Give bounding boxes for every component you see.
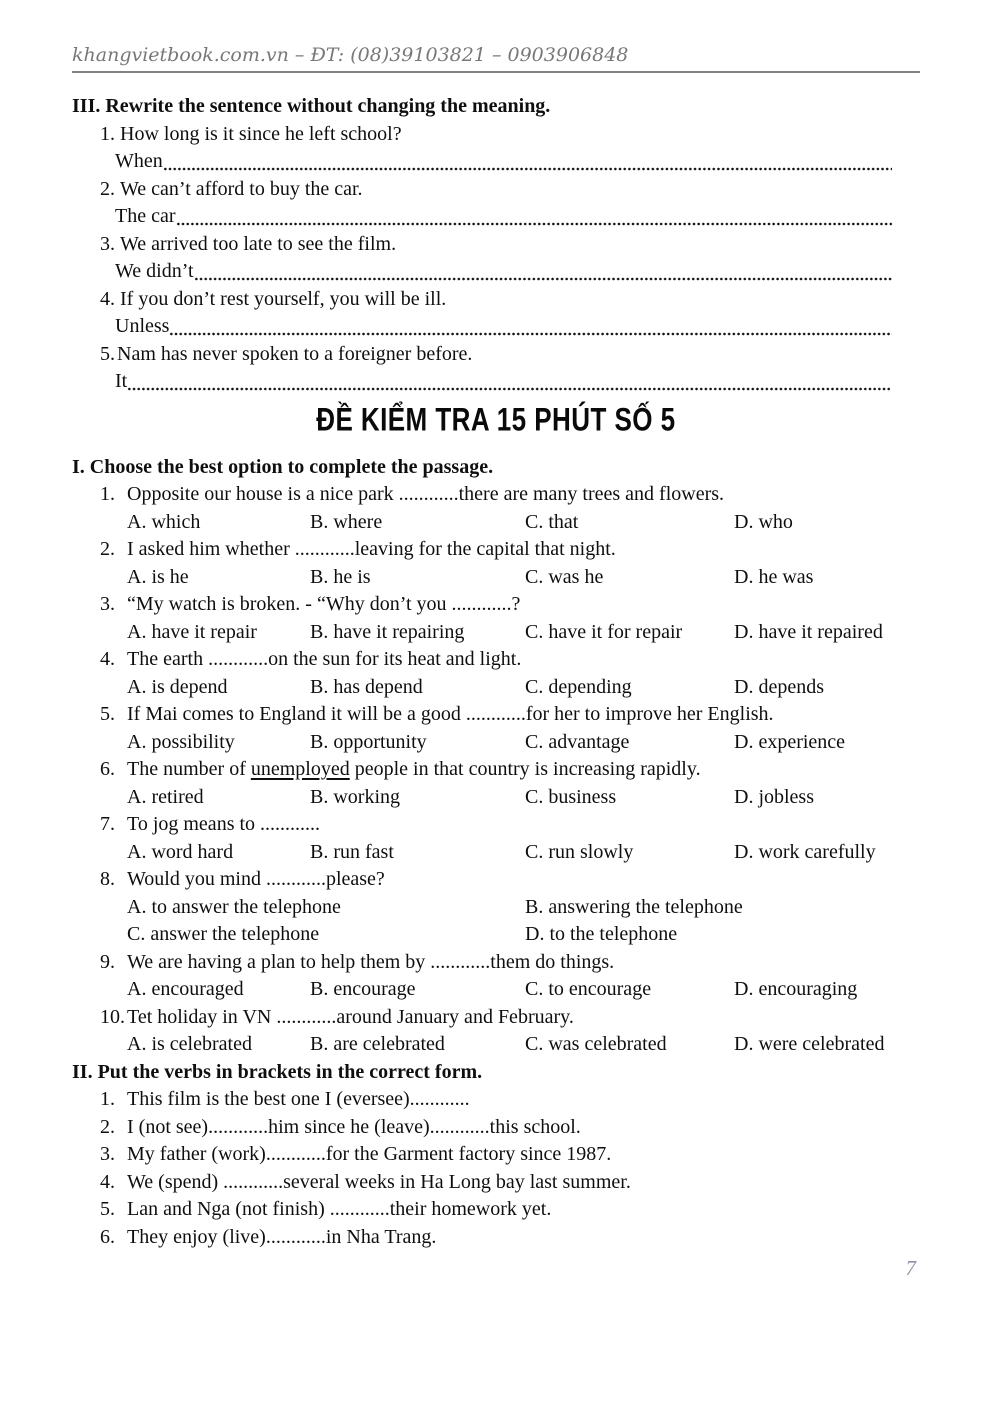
question-number: 5.	[100, 703, 115, 725]
question-number: 8.	[100, 868, 115, 890]
question-text: We are having a plan to help them by ............them do things.	[127, 950, 615, 973]
question	[72, 1004, 920, 1059]
exam-title	[72, 402, 920, 442]
verb-item	[72, 1169, 920, 1197]
question	[72, 591, 920, 646]
dotted-answer-line	[176, 203, 892, 231]
item-text: I (not see)............him since he (leave)............this school.	[127, 1115, 581, 1138]
option-b: B. encourage	[310, 978, 416, 1000]
option-b: B. answering the telephone	[525, 895, 743, 918]
option-d: D. have it repaired	[734, 620, 883, 643]
option-d: D. depends	[734, 675, 824, 698]
site-header-text: khangvietbook.com.vn – ĐT: (08)39103821 – 0903906848	[72, 44, 629, 66]
question-text: The earth ............on the sun for its heat and light.	[127, 648, 522, 670]
question	[72, 646, 920, 701]
option-b: B. opportunity	[310, 730, 427, 753]
item-number: 5.	[100, 342, 115, 365]
option-c: C. that	[525, 510, 579, 533]
answer-starter: Unless	[115, 315, 170, 337]
question-number: 1.	[100, 483, 115, 505]
item-text: This film is the best one I (eversee)............	[127, 1088, 470, 1110]
item-text: My father (work)............for the Garment factory since 1987.	[127, 1143, 612, 1165]
item-number: 2.	[100, 177, 115, 200]
option-c: C. advantage	[525, 730, 630, 753]
answer-starter: We didn’t	[115, 260, 194, 282]
question-text: Opposite our house is a nice park ............there are many trees and flowers.	[127, 483, 725, 505]
question-number: 2.	[100, 538, 115, 560]
option-d: D. jobless	[734, 785, 814, 808]
item-text: Lan and Nga (not finish) ............their homework yet.	[127, 1198, 552, 1220]
dotted-answer-line	[194, 258, 892, 286]
item-sentence: We can’t afford to buy the car.	[120, 177, 363, 200]
item-number: 6.	[100, 1225, 115, 1248]
option-c: C. was celebrated	[525, 1033, 667, 1055]
option-d: D. encouraging	[734, 978, 858, 1000]
question-text-pre: The number of	[127, 758, 251, 780]
option-c: C. was he	[525, 565, 604, 588]
question	[72, 811, 920, 866]
option-b: B. he is	[310, 565, 371, 588]
verb-item	[72, 1196, 920, 1224]
question-text: Would you mind ............please?	[127, 868, 385, 890]
dotted-answer-line	[163, 148, 892, 176]
question	[72, 536, 920, 591]
verb-item	[72, 1224, 920, 1252]
question-number: 10.	[100, 1005, 125, 1028]
verb-item	[72, 1141, 920, 1169]
section-rewrite-heading: III. Rewrite the sentence without changing the meaning.	[72, 95, 551, 117]
option-a: A. is he	[127, 565, 189, 588]
option-c: C. depending	[525, 675, 632, 698]
option-c: C. run slowly	[525, 840, 634, 863]
option-a: A. is depend	[127, 675, 228, 698]
section-rewrite	[72, 93, 920, 396]
item-number: 4.	[100, 287, 115, 310]
item-number: 3.	[100, 1143, 115, 1165]
option-b: B. are celebrated	[310, 1033, 445, 1055]
option-d: D. were celebrated	[734, 1033, 885, 1055]
underlined-word: unemployed	[250, 758, 350, 780]
question-text	[127, 756, 920, 784]
option-a: A. have it repair	[127, 620, 257, 643]
item-number: 1.	[100, 122, 115, 145]
answer-starter: When	[115, 150, 163, 172]
question-number: 4.	[100, 648, 115, 670]
option-a: A. possibility	[127, 730, 235, 753]
question-text: Tet holiday in VN ............around January and February.	[127, 1005, 574, 1028]
option-b: B. working	[310, 785, 400, 808]
dotted-answer-line	[127, 368, 892, 396]
item-number: 5.	[100, 1198, 115, 1220]
option-d: D. work carefully	[734, 840, 876, 863]
rewrite-item	[72, 341, 920, 396]
section-multiple-choice	[72, 454, 920, 1059]
option-c: C. business	[525, 785, 617, 808]
option-a: A. is celebrated	[127, 1033, 252, 1055]
option-b: B. has depend	[310, 675, 423, 698]
question-number: 9.	[100, 950, 115, 973]
item-number: 3.	[100, 232, 115, 255]
question-text: If Mai comes to England it will be a good ............for her to improve her English.	[127, 703, 774, 725]
item-sentence: Nam has never spoken to a foreigner before.	[117, 342, 473, 365]
option-b: B. have it repairing	[310, 620, 465, 643]
option-b: B. run fast	[310, 840, 394, 863]
section-mc-heading: I. Choose the best option to complete the passage.	[72, 455, 494, 478]
rewrite-item	[72, 176, 920, 231]
option-a: A. encouraged	[127, 978, 244, 1000]
verb-item	[72, 1086, 920, 1114]
option-d: D. experience	[734, 730, 846, 753]
question-text-post: people in that country is increasing rapidly.	[349, 758, 701, 780]
question-text: I asked him whether ............leaving for the capital that night.	[127, 538, 616, 560]
option-c: C. have it for repair	[525, 620, 683, 643]
item-number: 1.	[100, 1088, 115, 1110]
item-sentence: If you don’t rest yourself, you will be ill.	[120, 287, 447, 310]
question-number: 7.	[100, 813, 115, 835]
option-c: C. to encourage	[525, 978, 652, 1000]
site-header	[72, 0, 920, 73]
question	[72, 481, 920, 536]
section-verbs-heading: II. Put the verbs in brackets in the correct form.	[72, 1060, 483, 1083]
rewrite-item	[72, 231, 920, 286]
question	[72, 866, 920, 949]
question	[72, 756, 920, 811]
question-text: To jog means to ............	[127, 813, 321, 835]
option-c: C. answer the telephone	[127, 923, 320, 945]
option-a: A. retired	[127, 785, 204, 808]
option-a: A. to answer the telephone	[127, 895, 341, 918]
verb-item	[72, 1114, 920, 1142]
item-sentence: We arrived too late to see the film.	[120, 232, 397, 255]
question-text: “My watch is broken. - “Why don’t you ............?	[127, 593, 521, 615]
item-text: We (spend) ............several weeks in Ha Long bay last summer.	[127, 1170, 631, 1193]
question	[72, 949, 920, 1004]
answer-starter: It	[115, 370, 128, 392]
item-number: 2.	[100, 1115, 115, 1138]
option-a: A. word hard	[127, 840, 234, 863]
item-sentence: How long is it since he left school?	[120, 122, 402, 145]
option-a: A. which	[127, 510, 201, 533]
rewrite-item	[72, 286, 920, 341]
dotted-answer-line	[169, 313, 892, 341]
question-number: 6.	[100, 758, 115, 780]
question	[72, 701, 920, 756]
page-number: 7	[905, 1256, 916, 1280]
section-verb-forms	[72, 1059, 920, 1252]
option-d: D. who	[734, 510, 793, 533]
question-number: 3.	[100, 593, 115, 615]
rewrite-item	[72, 121, 920, 176]
option-d: D. to the telephone	[525, 923, 678, 945]
option-d: D. he was	[734, 565, 814, 588]
exam-title-text: ĐỀ KIỂM TRA 15 PHÚT SỐ 5	[316, 400, 676, 438]
item-text: They enjoy (live)............in Nha Trang.	[127, 1225, 437, 1248]
item-number: 4.	[100, 1170, 115, 1193]
answer-starter: The car	[115, 205, 176, 227]
option-b: B. where	[310, 510, 383, 533]
